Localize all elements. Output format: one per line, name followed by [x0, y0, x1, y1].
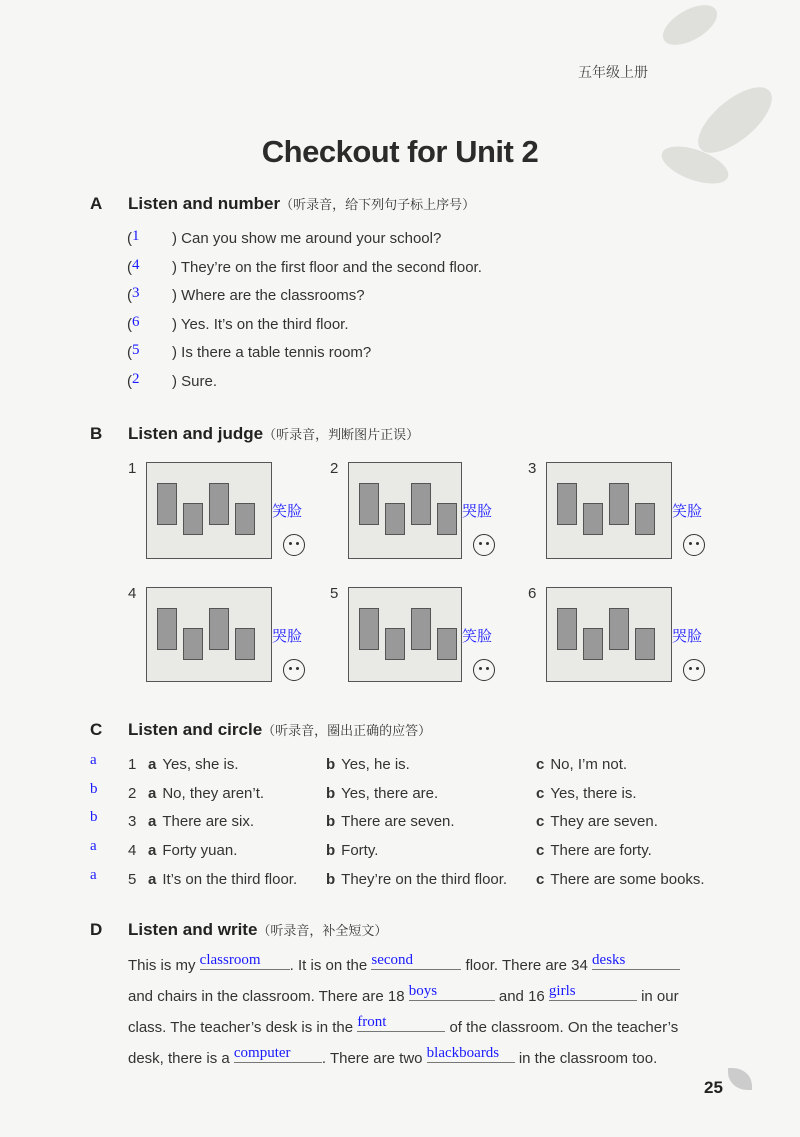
sentence: ) They’re on the first floor and the second floor.	[172, 258, 482, 276]
option-letter: c	[536, 870, 545, 888]
option-text: It’s on the third floor.	[162, 870, 298, 888]
picture-detail	[157, 483, 177, 525]
section-a-title	[128, 194, 475, 214]
blank-3[interactable]	[592, 951, 680, 970]
option-c[interactable]	[536, 756, 627, 773]
answer: front	[357, 1014, 387, 1030]
option-text: Yes, there are.	[341, 784, 439, 802]
section-a-letter: A	[90, 194, 103, 213]
picture-detail	[157, 608, 177, 650]
text: of the classroom. On the teacher’s desk, there is a	[128, 1019, 679, 1067]
option-text: Yes, she is.	[162, 756, 239, 773]
item-number: 2	[128, 784, 137, 802]
text: and 16	[494, 988, 549, 1005]
option-text: There are six.	[162, 813, 255, 831]
option-letter: c	[536, 813, 545, 831]
option-text: No, I’m not.	[550, 756, 628, 773]
picture-detail	[411, 608, 431, 650]
dragonfly-decoration	[657, 0, 724, 53]
section-b-letter: B	[90, 424, 103, 443]
item-number: 1	[128, 756, 137, 773]
judge-answer: 哭脸	[462, 504, 493, 520]
blank-5[interactable]	[549, 982, 637, 1001]
option-b[interactable]	[326, 756, 410, 773]
picture-detail	[385, 503, 405, 535]
option-text: They’re on the third floor.	[341, 870, 508, 888]
picture-detail	[583, 503, 603, 535]
face-icon[interactable]	[473, 534, 495, 556]
option-letter: b	[326, 784, 336, 802]
sentence: ) Yes. It’s on the third floor.	[172, 315, 349, 333]
sentence: ) Where are the classrooms?	[172, 287, 365, 304]
option-text: They are seven.	[550, 813, 658, 831]
face-icon[interactable]	[473, 659, 495, 681]
option-letter: a	[148, 756, 157, 773]
option-letter: c	[536, 842, 545, 860]
text: in our class. The teacher’s desk is in the	[128, 988, 679, 1036]
judge-answer: 哭脸	[672, 629, 703, 645]
number-item	[127, 370, 218, 390]
option-letter: c	[536, 784, 545, 802]
option-a[interactable]	[148, 785, 264, 802]
section-d-instruction: （听录音，补全短文）	[257, 923, 388, 938]
fill-in-paragraph	[128, 950, 688, 1074]
option-c[interactable]	[536, 813, 658, 830]
picture-number: 3	[528, 460, 537, 477]
option-b[interactable]	[326, 871, 507, 888]
text: . There are two	[321, 1050, 427, 1067]
option-text: Yes, he is.	[341, 756, 410, 773]
number-item	[127, 287, 365, 304]
text: This is my	[128, 957, 200, 974]
grade-label: 五年级上册	[578, 64, 648, 80]
option-a[interactable]	[148, 842, 237, 859]
option-text: There are some books.	[550, 870, 705, 888]
picture-detail	[583, 628, 603, 660]
answer-number[interactable]: 5	[132, 342, 140, 358]
option-letter: b	[326, 870, 336, 888]
picture-library	[546, 462, 672, 559]
open-paren: (	[127, 230, 132, 247]
picture-detail	[209, 608, 229, 650]
option-letter: b	[326, 813, 336, 831]
open-paren: (	[127, 372, 132, 390]
picture-classroom	[348, 462, 462, 559]
answer: desks	[592, 952, 626, 968]
number-item	[127, 344, 371, 361]
picture-number: 2	[330, 460, 339, 477]
picture-detail	[437, 503, 457, 535]
item-number: 4	[128, 842, 137, 860]
judge-answer: 笑脸	[672, 504, 703, 520]
section-d-title-text: Listen and write	[128, 920, 258, 939]
picture-playground	[348, 587, 462, 682]
number-item	[127, 230, 441, 247]
answer: second	[371, 952, 414, 968]
sentence: ) Is there a table tennis room?	[172, 344, 372, 361]
picture-school-building	[146, 462, 272, 559]
circled-answer: a	[90, 866, 97, 883]
open-paren: (	[127, 344, 132, 361]
option-a[interactable]	[148, 871, 297, 888]
item-number: 3	[128, 813, 137, 831]
judge-answer: 哭脸	[272, 629, 303, 645]
circled-answer: b	[90, 809, 98, 826]
option-letter: c	[536, 756, 545, 773]
picture-detail	[385, 628, 405, 660]
option-text: There are seven.	[341, 813, 455, 831]
option-letter: b	[326, 756, 336, 773]
section-d-title	[128, 920, 387, 940]
text: and chairs in the classroom. There are 18	[128, 988, 409, 1005]
sentence: ) Can you show me around your school?	[172, 230, 442, 247]
option-b[interactable]	[326, 842, 378, 859]
text: in the classroom too.	[514, 1050, 658, 1067]
option-letter: a	[148, 870, 157, 888]
picture-detail	[235, 503, 255, 535]
answer: blackboards	[426, 1045, 500, 1061]
picture-detail	[609, 608, 629, 650]
option-text: There are forty.	[550, 842, 652, 860]
answer: classroom	[199, 952, 261, 968]
section-d-letter: D	[90, 920, 103, 939]
picture-number: 6	[528, 585, 537, 602]
option-b[interactable]	[326, 813, 455, 830]
option-b[interactable]	[326, 785, 438, 802]
open-paren: (	[127, 258, 132, 276]
number-item	[127, 256, 482, 276]
answer-number[interactable]: 1	[132, 228, 140, 244]
circled-answer: a	[90, 838, 97, 855]
picture-computer-room	[546, 587, 672, 682]
section-a-title-text: Listen and number	[128, 194, 281, 213]
picture-detail	[359, 608, 379, 650]
section-c-letter: C	[90, 720, 103, 739]
section-a-instruction: （听录音，给下列句子标上序号）	[280, 197, 476, 212]
blank-2[interactable]	[371, 951, 461, 970]
picture-detail	[411, 483, 431, 525]
answer: boys	[408, 983, 438, 999]
option-text: Forty.	[341, 842, 379, 860]
picture-detail	[635, 503, 655, 535]
open-paren: (	[127, 315, 132, 333]
picture-detail	[209, 483, 229, 525]
picture-detail	[609, 483, 629, 525]
option-text: Yes, there is.	[550, 784, 637, 802]
option-text: No, they aren’t.	[162, 784, 265, 802]
option-c[interactable]	[536, 785, 637, 802]
option-c[interactable]	[536, 842, 652, 859]
section-b-title	[128, 424, 419, 444]
option-letter: b	[326, 842, 336, 860]
circled-answer: a	[90, 752, 97, 768]
page-number: 25	[704, 1078, 723, 1097]
picture-number: 5	[330, 585, 339, 602]
judge-answer: 笑脸	[272, 504, 303, 520]
sentence: ) Sure.	[172, 372, 218, 390]
judge-answer: 笑脸	[462, 629, 493, 645]
section-b-title-text: Listen and judge	[128, 424, 264, 443]
section-c-title-text: Listen and circle	[128, 720, 263, 739]
picture-detail	[235, 628, 255, 660]
blank-8[interactable]	[427, 1044, 515, 1063]
picture-detail	[557, 608, 577, 650]
number-item	[127, 313, 349, 333]
option-text: Forty yuan.	[162, 842, 238, 860]
picture-detail	[635, 628, 655, 660]
answer-number[interactable]: 2	[132, 370, 140, 387]
picture-detail	[359, 483, 379, 525]
answer-number[interactable]: 3	[132, 285, 140, 301]
page-title: Checkout for Unit 2	[261, 134, 539, 169]
picture-detail	[437, 628, 457, 660]
face-icon[interactable]	[283, 659, 305, 681]
answer-number[interactable]: 6	[132, 313, 140, 330]
picture-number: 1	[128, 460, 137, 477]
answer-number[interactable]: 4	[132, 256, 140, 273]
option-a[interactable]	[148, 813, 254, 830]
text: floor. There are 34	[461, 957, 593, 974]
option-a[interactable]	[148, 756, 239, 773]
blank-1[interactable]	[200, 951, 290, 970]
text: . It is on the	[289, 957, 372, 974]
picture-balls-on-table	[146, 587, 272, 682]
leaf-icon	[728, 1068, 752, 1090]
item-number: 5	[128, 870, 137, 888]
blank-7[interactable]	[234, 1044, 322, 1063]
picture-detail	[183, 628, 203, 660]
answer: girls	[548, 983, 576, 999]
face-icon[interactable]	[683, 534, 705, 556]
answer: computer	[233, 1045, 291, 1061]
circled-answer: b	[90, 780, 98, 797]
option-letter: a	[148, 813, 157, 831]
open-paren: (	[127, 287, 132, 304]
picture-detail	[557, 483, 577, 525]
picture-number: 4	[128, 585, 137, 602]
face-icon[interactable]	[283, 534, 305, 556]
blank-6[interactable]	[357, 1013, 445, 1032]
option-c[interactable]	[536, 871, 705, 888]
face-icon[interactable]	[683, 659, 705, 681]
section-b-instruction: （听录音，判断图片正误）	[263, 427, 420, 442]
blank-4[interactable]	[409, 982, 495, 1001]
section-c-title	[128, 720, 431, 740]
section-c-instruction: （听录音，圈出正确的应答）	[262, 723, 432, 738]
option-letter: a	[148, 784, 157, 802]
option-letter: a	[148, 842, 157, 860]
picture-detail	[183, 503, 203, 535]
